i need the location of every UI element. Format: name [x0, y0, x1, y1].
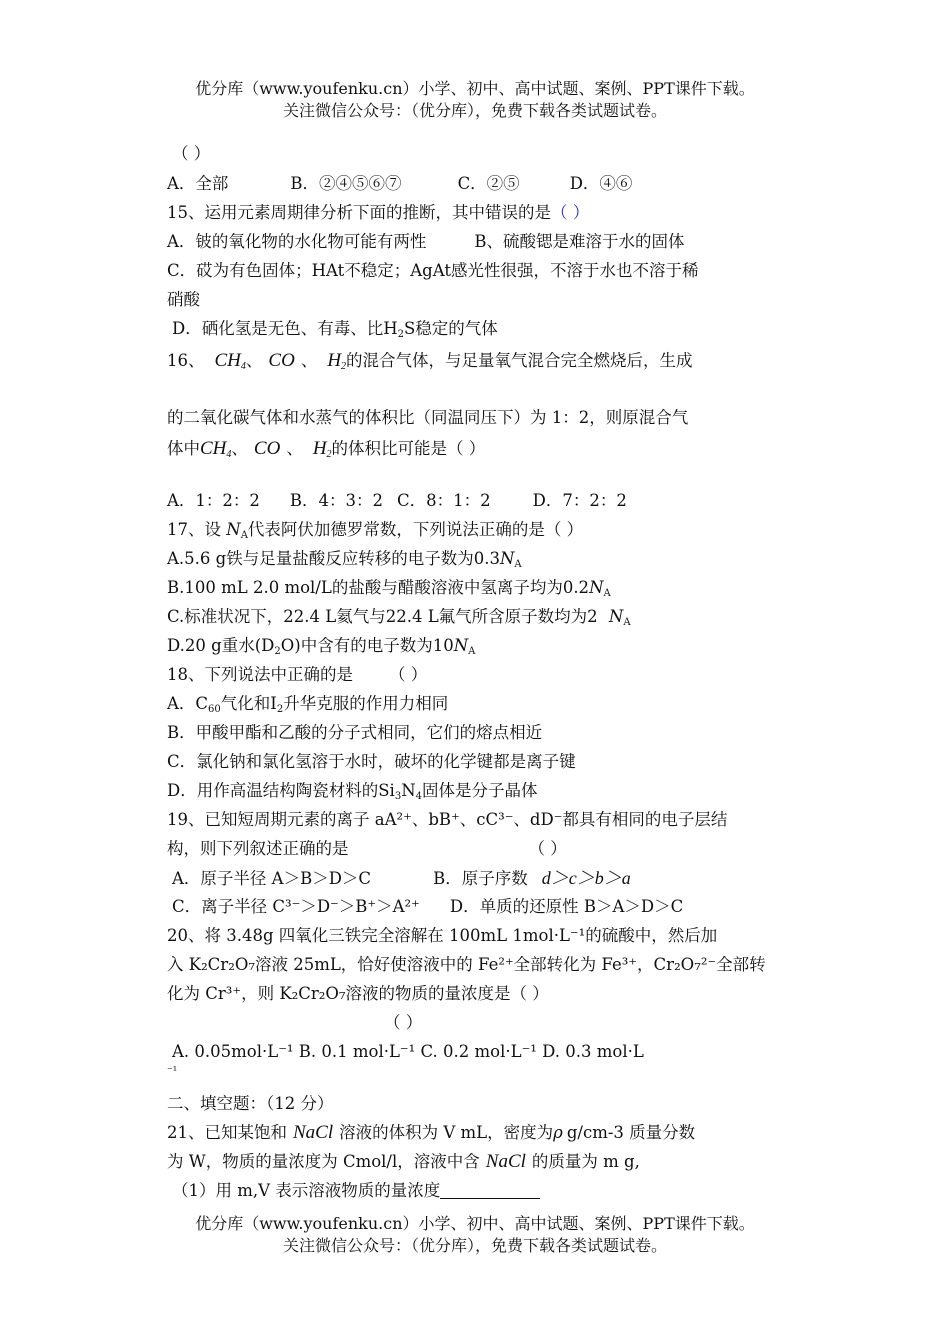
formula-h: H	[327, 350, 342, 371]
na-symbol-b: N	[589, 578, 604, 597]
footer-line-1: 优分库（www.youfenku.cn）小学、初中、高中试题、案例、PPT课件下载。	[195, 1214, 755, 1233]
q18-paren: （ ）	[389, 665, 428, 684]
q18-stem	[167, 664, 427, 686]
q16-stem-line1	[167, 350, 693, 378]
q15-option-d	[172, 318, 498, 346]
formula-h2-2	[313, 438, 332, 459]
q21-line1	[167, 1122, 695, 1144]
na-symbol-d: N	[453, 636, 469, 655]
q15-stem-text: 15、运用元素周期律分析下面的推断，其中错误的是	[167, 203, 551, 222]
q18-d-pre: D．用作高温结构陶瓷材料的Si	[167, 781, 395, 800]
q19-option-a: A．原子半径 A＞B＞D＞C	[172, 869, 372, 888]
formula-h-sub-2: 2	[326, 449, 332, 460]
q16-stem-tail: 的混合气体，与足量氧气混合完全燃烧后，生成	[346, 351, 693, 370]
q19-stem-pre: 19、已知短周期元素的离子	[167, 810, 375, 829]
q16-number: 16、	[167, 351, 205, 370]
q17-d-sub: 2	[274, 646, 281, 657]
q16-stem-line2: 的二氧化碳气体和水蒸气的体积比（同温同压下）为 1：2，则原混合气	[167, 408, 689, 427]
q16-options	[167, 490, 627, 512]
sep-4: 、	[286, 439, 303, 458]
q19-options-ab	[172, 867, 631, 890]
q19-paren: （ ）	[528, 839, 567, 858]
sep-2: 、	[300, 351, 318, 370]
page-footer	[0, 1213, 950, 1257]
q18-d-post: 固体是分子晶体	[422, 781, 538, 800]
q17-option-a	[167, 548, 522, 576]
formula-ch-2: CH	[200, 438, 227, 459]
formula-nacl: NaCl	[293, 1122, 334, 1143]
na-sub-b: A	[603, 588, 611, 599]
q21-sub1	[172, 1180, 540, 1202]
na-sub-a: A	[514, 559, 522, 570]
q15-option-b: B、硫酸锶是难溶于水的固体	[474, 232, 685, 251]
rho-symbol: ρ	[553, 1123, 563, 1142]
na-sub-d: A	[468, 646, 476, 657]
na-symbol: N	[226, 520, 241, 539]
q20-paren: （ ）	[384, 1013, 423, 1032]
q18-a-sub2: 2	[276, 704, 284, 715]
q15-stem	[167, 202, 589, 224]
q14-paren: （ ）	[172, 144, 211, 163]
formula-ch-sub-2: 4	[226, 449, 232, 460]
q14-option-c: C．②⑤	[457, 174, 520, 193]
q21-line1-tail: g/cm-3 质量分数	[566, 1123, 696, 1142]
q21-line1-pre: 21、已知某饱和	[167, 1123, 287, 1142]
q17-option-c	[167, 606, 631, 634]
q18-a-sub: 60	[208, 704, 221, 715]
q17-d-pre: D.20 g重水(D	[167, 636, 275, 655]
q17-a-text: A.5.6 g铁与足量盐酸反应转移的电子数为0.3	[167, 549, 500, 568]
q18-d-sub2: 4	[415, 791, 422, 802]
q18-d-mid: N	[401, 781, 416, 800]
formula-ch4	[215, 350, 246, 371]
formula-h-2: H	[312, 438, 327, 459]
q19-option-b-order: d＞c＞b＞a	[541, 868, 631, 888]
formula-h2	[327, 350, 346, 371]
q19-stem-post: 都具有相同的电子层结	[562, 810, 728, 829]
q18-a-pre: A．C	[167, 694, 209, 713]
q17-stem-pre: 17、设	[167, 520, 227, 539]
q15-option-row-ab	[167, 231, 685, 253]
formula-co: CO	[268, 350, 295, 371]
footer-line-2: 关注微信公众号：（优分库），免费下载各类试题试卷。	[282, 1236, 667, 1255]
answer-blank[interactable]	[440, 1180, 540, 1199]
q16-line3-post: 的体积比可能是（ ）	[331, 439, 486, 458]
q17-stem-post: 代表阿伏加德罗常数，下列说法正确的是（ ）	[247, 520, 584, 539]
q15-paren: （ ）	[551, 203, 590, 222]
q15-option-d-sub: 2	[397, 329, 404, 340]
q21-line1-post: 溶液的体积为 V mL，密度为	[339, 1123, 554, 1142]
q18-option-c: C．氯化钠和氯化氢溶于水时，破坏的化学键都是离子键	[167, 752, 576, 771]
q16-option-b: B．4：3：2	[289, 491, 384, 510]
q14-option-a: A．全部	[167, 174, 229, 193]
q17-stem	[167, 519, 583, 547]
q15-option-c-line1: C．砹为有色固体；HAt不稳定；AgAt感光性很强，不溶于水也不溶于稀	[167, 261, 699, 280]
sep-1: 、	[245, 351, 263, 370]
q19-stem-line1	[167, 809, 727, 831]
na-sub: A	[240, 530, 248, 541]
q17-c-text: C.标准状况下，22.4 L氦气与22.4 L氟气所含原子数均为2	[167, 607, 603, 626]
q14-options	[167, 173, 632, 195]
na-symbol-a: N	[499, 549, 515, 568]
sep-3: 、	[231, 439, 248, 458]
q17-option-d	[167, 635, 475, 663]
formula-ch-sub: 4	[240, 361, 246, 372]
q18-stem-text: 18、下列说法中正确的是	[167, 665, 353, 684]
q15-option-a: A．铍的氧化物的水化物可能有两性	[167, 232, 427, 251]
page-header	[0, 78, 950, 122]
section-2-title: 二、填空题：（12 分）	[167, 1094, 334, 1113]
formula-ch: CH	[214, 350, 241, 371]
q14-option-d: D．④⑥	[569, 174, 633, 193]
q14-option-b: B．②④⑤⑥⑦	[290, 174, 402, 193]
formula-ch4-2	[200, 438, 231, 459]
q19-stem-line2	[167, 838, 567, 860]
formula-nacl-2: NaCl	[485, 1151, 526, 1172]
q16-option-a: A．1：2：2	[167, 491, 260, 510]
q21-line2-pre: 为 W，物质的量浓度为 Cmol/l，溶液中含	[167, 1152, 480, 1171]
q19-options-cd	[172, 896, 683, 918]
na-symbol-c: N	[608, 607, 624, 626]
q19-ions: aA²⁺、bB⁺、cC³⁻、dD⁻	[374, 810, 563, 829]
q16-option-d: D．7：2：2	[532, 491, 627, 510]
formula-h-sub: 2	[341, 361, 347, 372]
q21-sub1-text: （1）用 m,V 表示溶液物质的量浓度	[172, 1181, 441, 1200]
q15-option-c-line2: 硝酸	[167, 290, 200, 309]
q21-line2-post: 的质量为 m g,	[531, 1152, 640, 1171]
q16-line3-pre: 体中	[167, 439, 200, 458]
q18-option-d	[167, 780, 538, 808]
q20-options: A. 0.05mol·L⁻¹ B. 0.1 mol·L⁻¹ C. 0.2 mol·L⁻¹ D. 0.3 mol·L	[172, 1042, 644, 1061]
q19-option-b-pre: B．原子序数	[433, 869, 528, 888]
q19-option-c: C．离子半径 C³⁻＞D⁻＞B⁺＞A²⁺	[172, 897, 420, 916]
q21-line2	[167, 1151, 640, 1173]
q20-stem-line1: 20、将 3.48g 四氧化三铁完全溶解在 100mL 1mol·L⁻¹的硫酸中，然后加	[167, 926, 718, 945]
q15-option-d-pre: D．硒化氢是无色、有毒、比H	[172, 319, 398, 338]
q18-a-mid: 气化和I	[220, 694, 277, 713]
na-sub-c: A	[623, 617, 631, 628]
formula-co-2: CO	[253, 438, 281, 459]
q18-option-b: B．甲酸甲酯和乙酸的分子式相同，它们的熔点相近	[167, 723, 543, 742]
q16-option-c: C．8：1：2	[397, 491, 491, 510]
header-line-1: 优分库（www.youfenku.cn）小学、初中、高中试题、案例、PPT课件下载。	[195, 79, 755, 98]
q18-option-a	[167, 693, 448, 721]
q20-options-wrap: ⁻¹	[167, 1064, 178, 1077]
q16-stem-line3	[167, 438, 485, 466]
q17-b-text: B.100 mL 2.0 mol/L的盐酸与醋酸溶液中氢离子均为0.2	[167, 578, 590, 597]
q19-option-d: D．单质的还原性 B＞A＞D＞C	[449, 897, 684, 916]
q19-line2-text: 构，则下列叙述正确的是	[167, 839, 349, 858]
q20-stem-line3: 化为 Cr³⁺，则 K₂Cr₂O₇溶液的物质的量浓度是（ ）	[167, 984, 549, 1003]
q20-stem-line2: 入 K₂Cr₂O₇溶液 25mL，恰好使溶液中的 Fe²⁺全部转化为 Fe³⁺，Cr₂O₇²⁻全部转	[167, 955, 766, 974]
header-line-2: 关注微信公众号：（优分库），免费下载各类试题试卷。	[282, 101, 667, 120]
q17-option-b	[167, 577, 611, 605]
q15-option-d-post: S稳定的气体	[404, 319, 498, 338]
q18-a-post: 升华克服的作用力相同	[283, 694, 449, 713]
q18-d-sub1: 3	[394, 791, 402, 802]
q17-d-post: O)中含有的电子数为10	[280, 636, 454, 655]
